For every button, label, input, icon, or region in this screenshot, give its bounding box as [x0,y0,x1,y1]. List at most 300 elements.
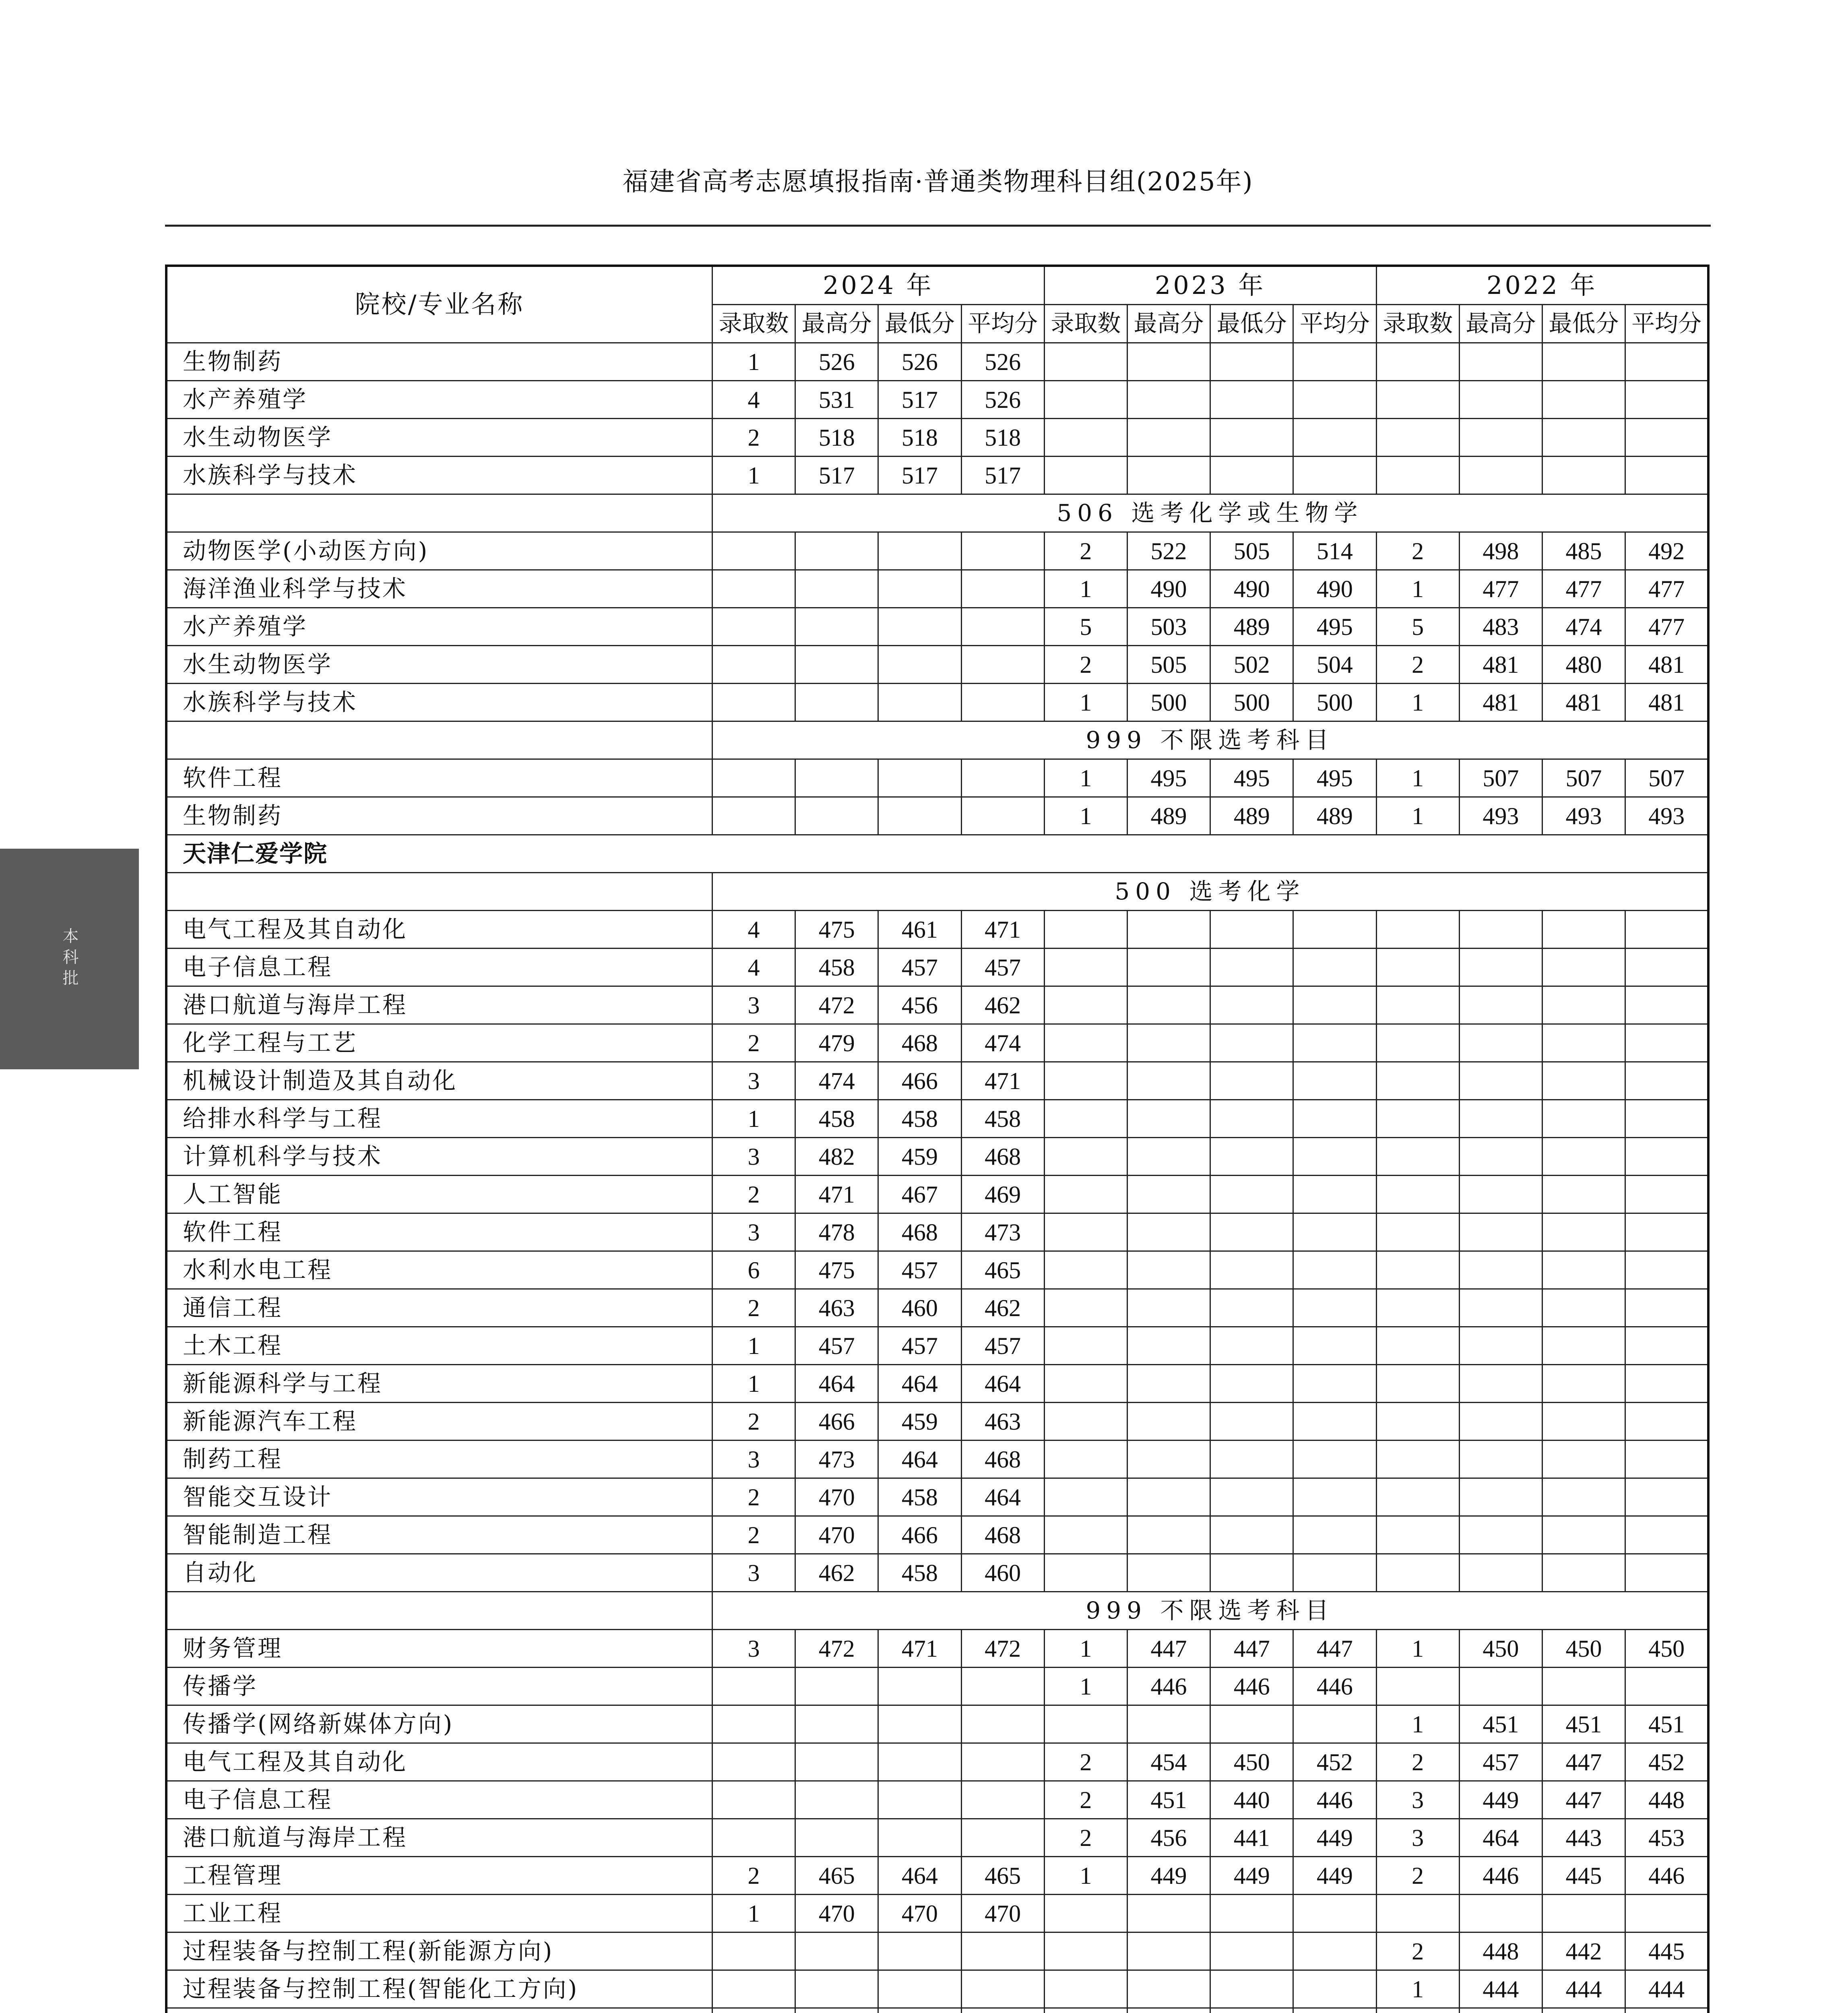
score-cell: 450 [1210,1743,1293,1781]
score-cell [1127,1176,1210,1213]
major-name: 土木工程 [166,1327,712,1365]
score-cell: 465 [961,1857,1044,1895]
score-cell [1542,1403,1625,1441]
score-cell: 449 [1293,1857,1376,1895]
score-cell [1210,1024,1293,1062]
score-cell [795,1705,878,1743]
score-cell: 446 [1459,1857,1542,1895]
score-cell: 457 [795,1327,878,1365]
subject-requirement-row [166,721,1708,759]
score-cell: 474 [961,1024,1044,1062]
score-cell: 461 [878,911,961,949]
score-cell [1044,1705,1127,1743]
score-cell [878,1668,961,1705]
score-cell [1293,1441,1376,1478]
major-name [166,2008,712,2013]
score-cell [795,646,878,684]
score-cell: 451 [1459,1705,1542,1743]
score-cell [961,1819,1044,1857]
score-cell: 457 [878,1251,961,1289]
score-cell [1376,1403,1459,1441]
score-cell [1044,1516,1127,1554]
score-cell [1044,457,1127,494]
score-cell [961,608,1044,646]
score-cell: 464 [961,1365,1044,1403]
score-cell [1625,1251,1708,1289]
metric-header: 最低分 [878,305,961,343]
score-cell [795,532,878,570]
score-cell: 466 [878,1062,961,1100]
score-cell: 505 [1210,532,1293,570]
table-row [166,1895,1708,1932]
table-row [166,797,1708,835]
score-cell: 446 [1127,1668,1210,1705]
score-cell: 3 [712,1441,795,1478]
year-header-2023: 2023 年 [1044,266,1376,305]
major-name: 计算机科学与技术 [166,1138,712,1176]
score-cell: 489 [1127,797,1210,835]
score-cell [1127,1138,1210,1176]
score-cell [1044,1365,1127,1403]
metric-header: 最低分 [1542,305,1625,343]
score-cell [1459,1668,1542,1705]
score-cell: 507 [1542,759,1625,797]
score-cell [1044,1895,1127,1932]
score-cell: 452 [1293,1743,1376,1781]
score-cell [1542,911,1625,949]
major-name: 水族科学与技术 [166,684,712,721]
score-cell: 446 [1293,1668,1376,1705]
score-cell: 472 [795,1630,878,1668]
score-cell: 517 [961,457,1044,494]
score-cell [1293,1213,1376,1251]
metric-header: 最高分 [1127,305,1210,343]
score-cell: 504 [1293,646,1376,684]
score-cell [1459,2008,1542,2013]
score-cell [1376,949,1459,986]
score-cell [1625,1213,1708,1251]
score-cell [1127,1403,1210,1441]
score-cell: 2 [1044,1781,1127,1819]
score-cell [1127,1213,1210,1251]
table-row [166,986,1708,1024]
score-cell: 447 [1210,1630,1293,1668]
score-cell: 450 [1542,1630,1625,1668]
score-cell [795,2008,878,2013]
metric-header: 平均分 [1293,305,1376,343]
subject-requirement-label: 506 选考化学或生物学 [712,494,1708,532]
score-cell: 480 [1542,646,1625,684]
score-cell: 526 [795,343,878,381]
score-cell: 481 [1625,646,1708,684]
score-cell: 450 [1625,1630,1708,1668]
score-cell [1293,1327,1376,1365]
metric-header: 平均分 [961,305,1044,343]
score-cell: 2 [712,1857,795,1895]
table-row [166,1403,1708,1441]
score-cell [712,1668,795,1705]
score-cell: 464 [795,1365,878,1403]
score-cell: 1 [712,343,795,381]
score-cell [1542,1441,1625,1478]
score-cell [1625,1100,1708,1138]
score-cell: 2 [1376,1932,1459,1970]
major-name: 制药工程 [166,1441,712,1478]
subject-requirement-label: 999 不限选考科目 [712,1592,1708,1630]
score-cell [1210,343,1293,381]
score-cell [961,570,1044,608]
table-row [166,1819,1708,1857]
score-cell: 457 [878,949,961,986]
score-cell: 498 [1459,532,1542,570]
score-cell [795,1743,878,1781]
score-cell: 463 [795,1289,878,1327]
major-name: 电子信息工程 [166,949,712,986]
score-cell: 449 [1210,1857,1293,1895]
name-column-header: 院校/专业名称 [166,266,712,343]
score-cell: 464 [878,1365,961,1403]
score-cell: 460 [878,1289,961,1327]
score-cell: 526 [961,343,1044,381]
score-cell [712,1743,795,1781]
score-cell [1293,949,1376,986]
score-cell: 458 [961,1100,1044,1138]
major-name: 水生动物医学 [166,646,712,684]
score-cell [1127,1705,1210,1743]
table-row [166,911,1708,949]
table-row [166,759,1708,797]
score-cell [878,1743,961,1781]
major-name: 工业工程 [166,1895,712,1932]
score-cell [1210,1176,1293,1213]
score-cell: 489 [1210,608,1293,646]
score-cell [1459,381,1542,419]
score-cell [1625,1895,1708,1932]
institution-row [166,835,1708,873]
score-cell [1210,381,1293,419]
score-cell: 481 [1459,684,1542,721]
institution-name: 天津仁爱学院 [166,835,1708,873]
score-cell [1459,1138,1542,1176]
score-cell: 3 [712,986,795,1024]
score-cell: 4 [712,381,795,419]
year-header-2022: 2022 年 [1376,266,1708,305]
score-cell: 526 [878,343,961,381]
score-cell: 1 [1376,1970,1459,2008]
score-cell: 3 [1376,1819,1459,1857]
score-cell [1044,1213,1127,1251]
major-name: 传播学 [166,1668,712,1705]
score-cell: 4 [712,911,795,949]
major-name: 工程管理 [166,1857,712,1895]
score-cell [1293,1251,1376,1289]
subject-requirement-label: 999 不限选考科目 [712,721,1708,759]
score-cell [1542,1327,1625,1365]
score-cell: 6 [712,1251,795,1289]
score-cell [1376,2008,1459,2013]
score-cell [1542,949,1625,986]
table-row [166,1251,1708,1289]
score-cell [1542,1668,1625,1705]
score-cell: 457 [1459,1743,1542,1781]
score-cell [1459,1062,1542,1100]
score-cell [1376,419,1459,457]
score-cell: 456 [1127,1819,1210,1857]
score-cell [712,2008,795,2013]
score-cell: 464 [1459,1819,1542,1857]
score-cell: 2 [712,1176,795,1213]
score-cell: 473 [961,1213,1044,1251]
major-name: 水生动物医学 [166,419,712,457]
score-cell [1459,1100,1542,1138]
table-row [166,1630,1708,1668]
major-name: 新能源科学与工程 [166,1365,712,1403]
score-cell [1293,911,1376,949]
score-cell [878,1705,961,1743]
score-cell [795,1932,878,1970]
score-cell [1625,381,1708,419]
score-cell: 444 [1625,1970,1708,2008]
score-cell [795,1819,878,1857]
score-cell: 2 [1376,646,1459,684]
score-cell [795,797,878,835]
score-cell [1459,1024,1542,1062]
score-cell [1210,986,1293,1024]
major-name: 机械设计制造及其自动化 [166,1062,712,1100]
score-cell: 1 [1376,759,1459,797]
major-name: 海洋渔业科学与技术 [166,570,712,608]
score-cell [961,1932,1044,1970]
score-cell [1625,457,1708,494]
score-cell [1127,1932,1210,1970]
score-cell [1625,949,1708,986]
score-cell [961,1705,1044,1743]
score-cell [1542,1251,1625,1289]
score-cell [1044,2008,1127,2013]
score-cell [1459,1176,1542,1213]
major-name: 智能交互设计 [166,1478,712,1516]
score-cell [961,2008,1044,2013]
score-cell [1542,419,1625,457]
score-cell [1293,1516,1376,1554]
score-cell [1210,1138,1293,1176]
score-cell: 3 [1376,1781,1459,1819]
score-cell [878,570,961,608]
score-cell: 448 [1625,1781,1708,1819]
score-cell: 1 [1044,759,1127,797]
score-cell: 464 [878,1441,961,1478]
score-cell [1044,1403,1127,1441]
score-cell [1293,1895,1376,1932]
score-cell: 493 [1625,797,1708,835]
score-cell [1210,1516,1293,1554]
score-cell: 446 [1293,1781,1376,1819]
score-cell: 460 [961,1554,1044,1592]
score-cell: 1 [712,457,795,494]
score-cell: 518 [961,419,1044,457]
score-cell [1376,1024,1459,1062]
score-cell [1625,1668,1708,1705]
score-cell: 2 [712,1024,795,1062]
score-cell [1542,1138,1625,1176]
score-cell [1044,1251,1127,1289]
metric-header: 录取数 [1376,305,1459,343]
score-cell [878,608,961,646]
score-cell [1044,1024,1127,1062]
score-cell [1542,343,1625,381]
score-cell [878,646,961,684]
table-row [166,1138,1708,1176]
score-cell: 507 [1625,759,1708,797]
score-cell [1293,1365,1376,1403]
score-cell [1542,1895,1625,1932]
score-cell: 1 [1044,684,1127,721]
score-cell [1376,381,1459,419]
score-cell: 465 [795,1857,878,1895]
score-cell: 477 [1625,570,1708,608]
score-cell: 2 [1376,532,1459,570]
score-cell [1210,911,1293,949]
score-cell [1293,1970,1376,2008]
score-cell: 489 [1210,797,1293,835]
score-cell [1542,1516,1625,1554]
score-cell [1293,1289,1376,1327]
score-cell: 483 [1459,608,1542,646]
score-cell: 464 [878,1857,961,1895]
score-cell: 457 [878,1327,961,1365]
major-name: 过程装备与控制工程(新能源方向) [166,1932,712,1970]
score-cell: 492 [1625,532,1708,570]
score-cell [1127,2008,1210,2013]
score-cell: 465 [961,1251,1044,1289]
score-cell: 485 [1542,532,1625,570]
score-cell [1542,1100,1625,1138]
score-cell [961,1668,1044,1705]
score-cell [1376,1895,1459,1932]
table-row [166,949,1708,986]
score-cell [712,684,795,721]
score-cell [961,646,1044,684]
score-cell [1542,1365,1625,1403]
score-cell: 458 [795,949,878,986]
score-cell [1127,949,1210,986]
score-cell: 5 [1044,608,1127,646]
major-name: 软件工程 [166,1213,712,1251]
score-cell [961,1743,1044,1781]
score-cell: 500 [1127,684,1210,721]
score-cell: 452 [1625,1743,1708,1781]
major-name: 财务管理 [166,1630,712,1668]
score-cell [1542,381,1625,419]
score-cell [1542,2008,1625,2013]
score-cell [1044,1554,1127,1592]
score-cell: 442 [1542,1932,1625,1970]
score-cell: 1 [1044,797,1127,835]
score-cell: 449 [1293,1819,1376,1857]
score-cell [1210,1478,1293,1516]
score-cell [1459,1895,1542,1932]
score-cell: 2 [712,419,795,457]
score-cell [878,684,961,721]
score-cell [1210,1970,1293,2008]
score-cell: 471 [878,1630,961,1668]
table-row [166,419,1708,457]
score-cell: 522 [1127,532,1210,570]
subject-requirement-row [166,1592,1708,1630]
score-cell [1459,343,1542,381]
score-cell [1376,911,1459,949]
score-cell [1459,949,1542,986]
score-cell: 490 [1210,570,1293,608]
score-cell [1459,1251,1542,1289]
table-row [166,1554,1708,1592]
admission-score-table [165,265,1710,2013]
score-cell [1293,457,1376,494]
subject-requirement-row [166,494,1708,532]
score-cell [1376,1668,1459,1705]
table-row [166,608,1708,646]
score-cell [795,1970,878,2008]
score-cell [1293,986,1376,1024]
score-cell [1293,1554,1376,1592]
score-cell [1044,1478,1127,1516]
score-cell: 449 [1127,1857,1210,1895]
score-cell [1127,457,1210,494]
major-name: 港口航道与海岸工程 [166,986,712,1024]
score-cell: 518 [878,419,961,457]
score-cell [878,1932,961,1970]
table-row [166,1857,1708,1895]
table-row [166,457,1708,494]
score-cell [1127,343,1210,381]
score-cell: 493 [1542,797,1625,835]
score-cell: 517 [878,457,961,494]
score-cell: 458 [878,1100,961,1138]
table-row [166,1516,1708,1554]
score-cell: 2 [712,1289,795,1327]
score-cell [1044,343,1127,381]
score-cell [1542,1478,1625,1516]
score-cell [1459,1289,1542,1327]
score-cell: 466 [795,1403,878,1441]
score-cell: 482 [795,1138,878,1176]
year-header-2024: 2024 年 [712,266,1044,305]
score-cell: 517 [878,381,961,419]
score-cell [712,797,795,835]
table-row [166,1478,1708,1516]
score-cell [1376,1365,1459,1403]
score-cell [1210,1932,1293,1970]
score-cell: 477 [1542,570,1625,608]
score-cell [1376,1213,1459,1251]
score-cell [1293,1176,1376,1213]
score-cell [1044,911,1127,949]
score-cell [1542,986,1625,1024]
score-cell: 474 [795,1062,878,1100]
score-cell: 489 [1293,797,1376,835]
score-cell [1542,1554,1625,1592]
score-cell [1044,986,1127,1024]
score-cell: 481 [1542,684,1625,721]
score-cell: 451 [1625,1705,1708,1743]
score-cell [1376,1516,1459,1554]
score-cell [1625,1138,1708,1176]
score-cell: 444 [1459,1970,1542,2008]
score-cell [712,1932,795,1970]
score-cell: 440 [1210,1781,1293,1819]
score-cell [1625,1478,1708,1516]
score-cell [1376,1138,1459,1176]
